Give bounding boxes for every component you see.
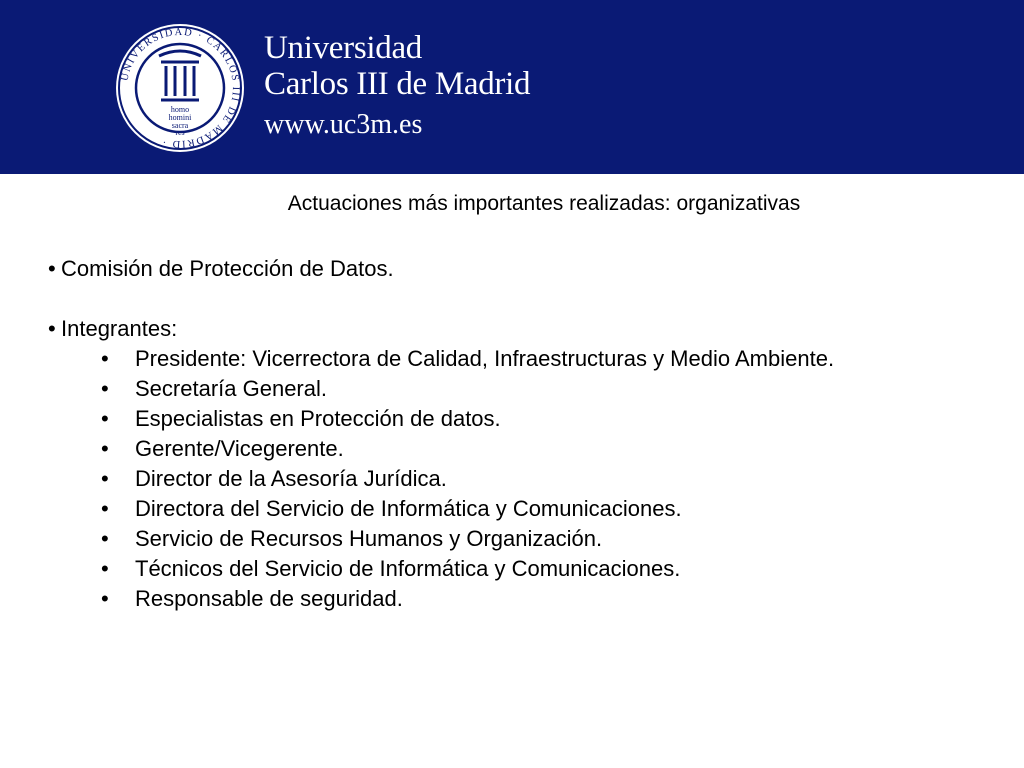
website-url[interactable]: www.uc3m.es xyxy=(264,109,423,140)
svg-text:sacra: sacra xyxy=(171,121,189,130)
list-item xyxy=(48,464,1008,494)
bullet-item-members xyxy=(48,314,1008,344)
bullet-marker: • xyxy=(101,496,109,521)
bullet-marker: • xyxy=(48,316,56,341)
list-item xyxy=(48,554,1008,584)
svg-text:UNIVERSIDAD · CARLOS III DE MA: UNIVERSIDAD · CARLOS III DE MADRID · xyxy=(119,26,242,150)
list-item xyxy=(48,374,1008,404)
bullet-marker: • xyxy=(101,436,109,461)
svg-text:res: res xyxy=(175,128,185,137)
list-item xyxy=(48,404,1008,434)
university-seal-logo xyxy=(114,22,246,154)
bullet-marker: • xyxy=(48,256,56,281)
svg-text:homini: homini xyxy=(168,113,192,122)
list-item-text: Secretaría General. xyxy=(135,376,327,401)
bullet-marker: • xyxy=(101,406,109,431)
list-item xyxy=(48,494,1008,524)
list-item-text: Presidente: Vicerrectora de Calidad, Infraestructuras y Medio Ambiente. xyxy=(135,346,835,371)
svg-text:homo: homo xyxy=(170,105,190,114)
bullet-item-commission xyxy=(48,254,1008,284)
bullet-marker: • xyxy=(101,346,109,371)
university-brand xyxy=(264,30,530,142)
list-item xyxy=(48,524,1008,554)
slide-content xyxy=(48,254,1008,614)
list-item-text: Especialistas en Protección de datos. xyxy=(135,406,501,431)
list-item-text: Responsable de seguridad. xyxy=(135,586,403,611)
list-item xyxy=(48,434,1008,464)
slide-title: Actuaciones más importantes realizadas: organizativas xyxy=(287,192,801,215)
bullet-marker: • xyxy=(101,466,109,491)
bullet-marker: • xyxy=(101,376,109,401)
list-item-text: Gerente/Vicegerente. xyxy=(135,436,344,461)
bullet-marker: • xyxy=(101,586,109,611)
header-banner xyxy=(0,0,1024,174)
list-item xyxy=(48,584,1008,614)
bullet-text: Comisión de Protección de Datos. xyxy=(61,256,394,281)
members-list xyxy=(48,344,1008,614)
university-name-line2: Carlos III de Madrid xyxy=(264,66,531,102)
list-item-text: Servicio de Recursos Humanos y Organización. xyxy=(135,526,603,551)
list-item-text: Director de la Asesoría Jurídica. xyxy=(135,466,447,491)
bullet-text: Integrantes: xyxy=(61,316,178,341)
bullet-marker: • xyxy=(101,556,109,581)
bullet-marker: • xyxy=(101,526,109,551)
list-item xyxy=(48,344,1008,374)
university-name-line1: Universidad xyxy=(264,30,422,66)
list-item-text: Técnicos del Servicio de Informática y Comunicaciones. xyxy=(135,556,681,581)
list-item-text: Directora del Servicio de Informática y Comunicaciones. xyxy=(135,496,682,521)
